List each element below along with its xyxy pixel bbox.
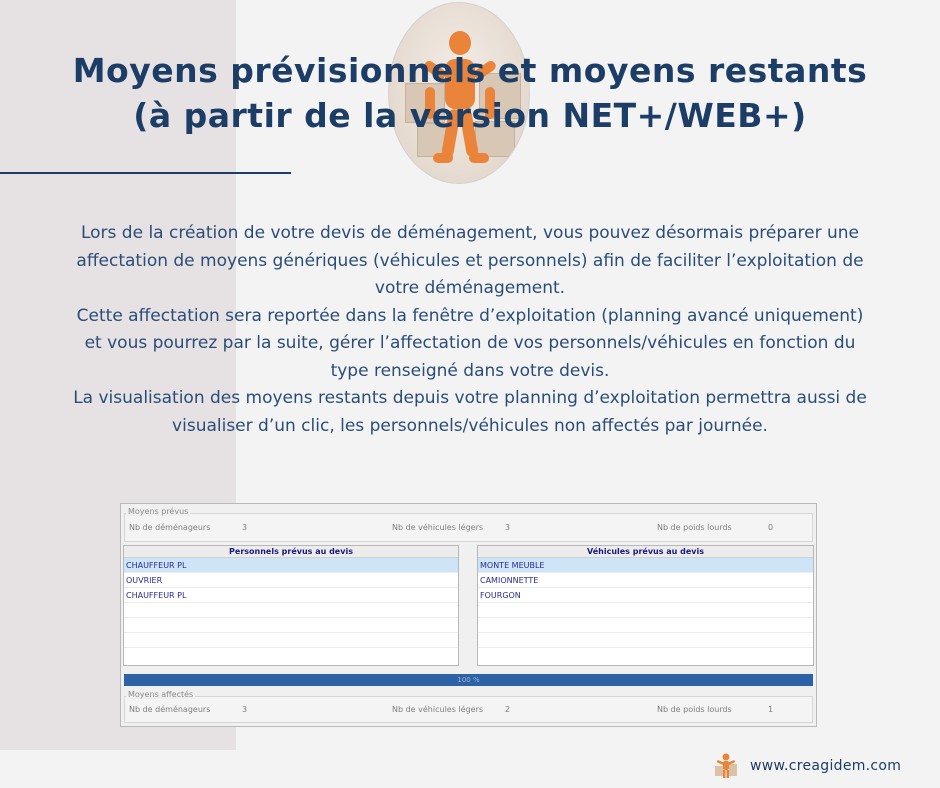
affectes-poids-value[interactable]: 1 [768,705,774,714]
affectes-vehicules-value[interactable]: 2 [505,705,511,714]
affectes-vehicules-label: Nb de véhicules légers [392,705,484,714]
affectes-demenageurs-value[interactable]: 3 [242,705,248,714]
list-item-empty[interactable] [124,618,458,633]
prevus-demenageurs-value[interactable]: 3 [242,523,248,532]
moyens-prevus-legend: Moyens prévus [128,507,189,516]
list-item-empty[interactable] [124,633,458,648]
list-item[interactable]: CHAUFFEUR PL [124,558,458,573]
website-link[interactable]: www.creagidem.com [750,758,902,774]
list-item-empty[interactable] [124,648,458,663]
title-underline [0,172,291,174]
list-item-empty[interactable] [478,603,813,618]
list-item[interactable]: FOURGON [478,588,813,603]
list-item-empty[interactable] [478,648,813,663]
title-line-2: (à partir de la version NET+/WEB+) [133,96,807,135]
personnels-list-header: Personnels prévus au devis [124,546,458,558]
list-item-empty[interactable] [478,633,813,648]
affectes-poids-label: Nb de poids lourds [657,705,732,714]
software-screenshot [120,503,817,727]
list-item[interactable]: CAMIONNETTE [478,573,813,588]
moyens-affectes-legend: Moyens affectés [128,690,194,699]
progress-bar: 100 % [124,674,813,686]
creagidem-logo-icon [712,752,740,780]
vehicules-list-header: Véhicules prévus au devis [478,546,813,558]
affectes-demenageurs-label: Nb de déménageurs [129,705,211,714]
list-item[interactable]: CHAUFFEUR PL [124,588,458,603]
title-line-1: Moyens prévisionnels et moyens restants [72,51,868,90]
paragraph-1: Lors de la création de votre devis de déménagement, vous pouvez désormais préparer une affectation de moyens génériques (véhicules et personnels) afin de faciliter l’exploitation de votre déménagement. [76,223,864,298]
prevus-demenageurs-label: Nb de déménageurs [129,523,211,532]
vehicules-list[interactable] [477,545,814,666]
prevus-poids-label: Nb de poids lourds [657,523,732,532]
page-title [0,48,940,138]
prevus-vehicules-label: Nb de véhicules légers [392,523,484,532]
personnels-list[interactable] [123,545,459,666]
list-item-empty[interactable] [478,618,813,633]
list-item-empty[interactable] [124,603,458,618]
description-text [70,220,870,440]
prevus-vehicules-value[interactable]: 3 [505,523,511,532]
list-item[interactable]: OUVRIER [124,573,458,588]
paragraph-2: Cette affectation sera reportée dans la fenêtre d’exploitation (planning avancé uniquement) et vous pourrez par la suite, gérer l’affectation de vos personnels/véhicules en fonction du type renseigné dans votre devis. [76,305,864,381]
prevus-poids-value[interactable]: 0 [768,523,774,532]
paragraph-3: La visualisation des moyens restants depuis votre planning d’exploitation permettra aussi de visualiser d’un clic, les personnels/véhicules non affectés par journée. [73,388,867,436]
list-item[interactable]: MONTE MEUBLE [478,558,813,573]
footer [712,752,901,780]
